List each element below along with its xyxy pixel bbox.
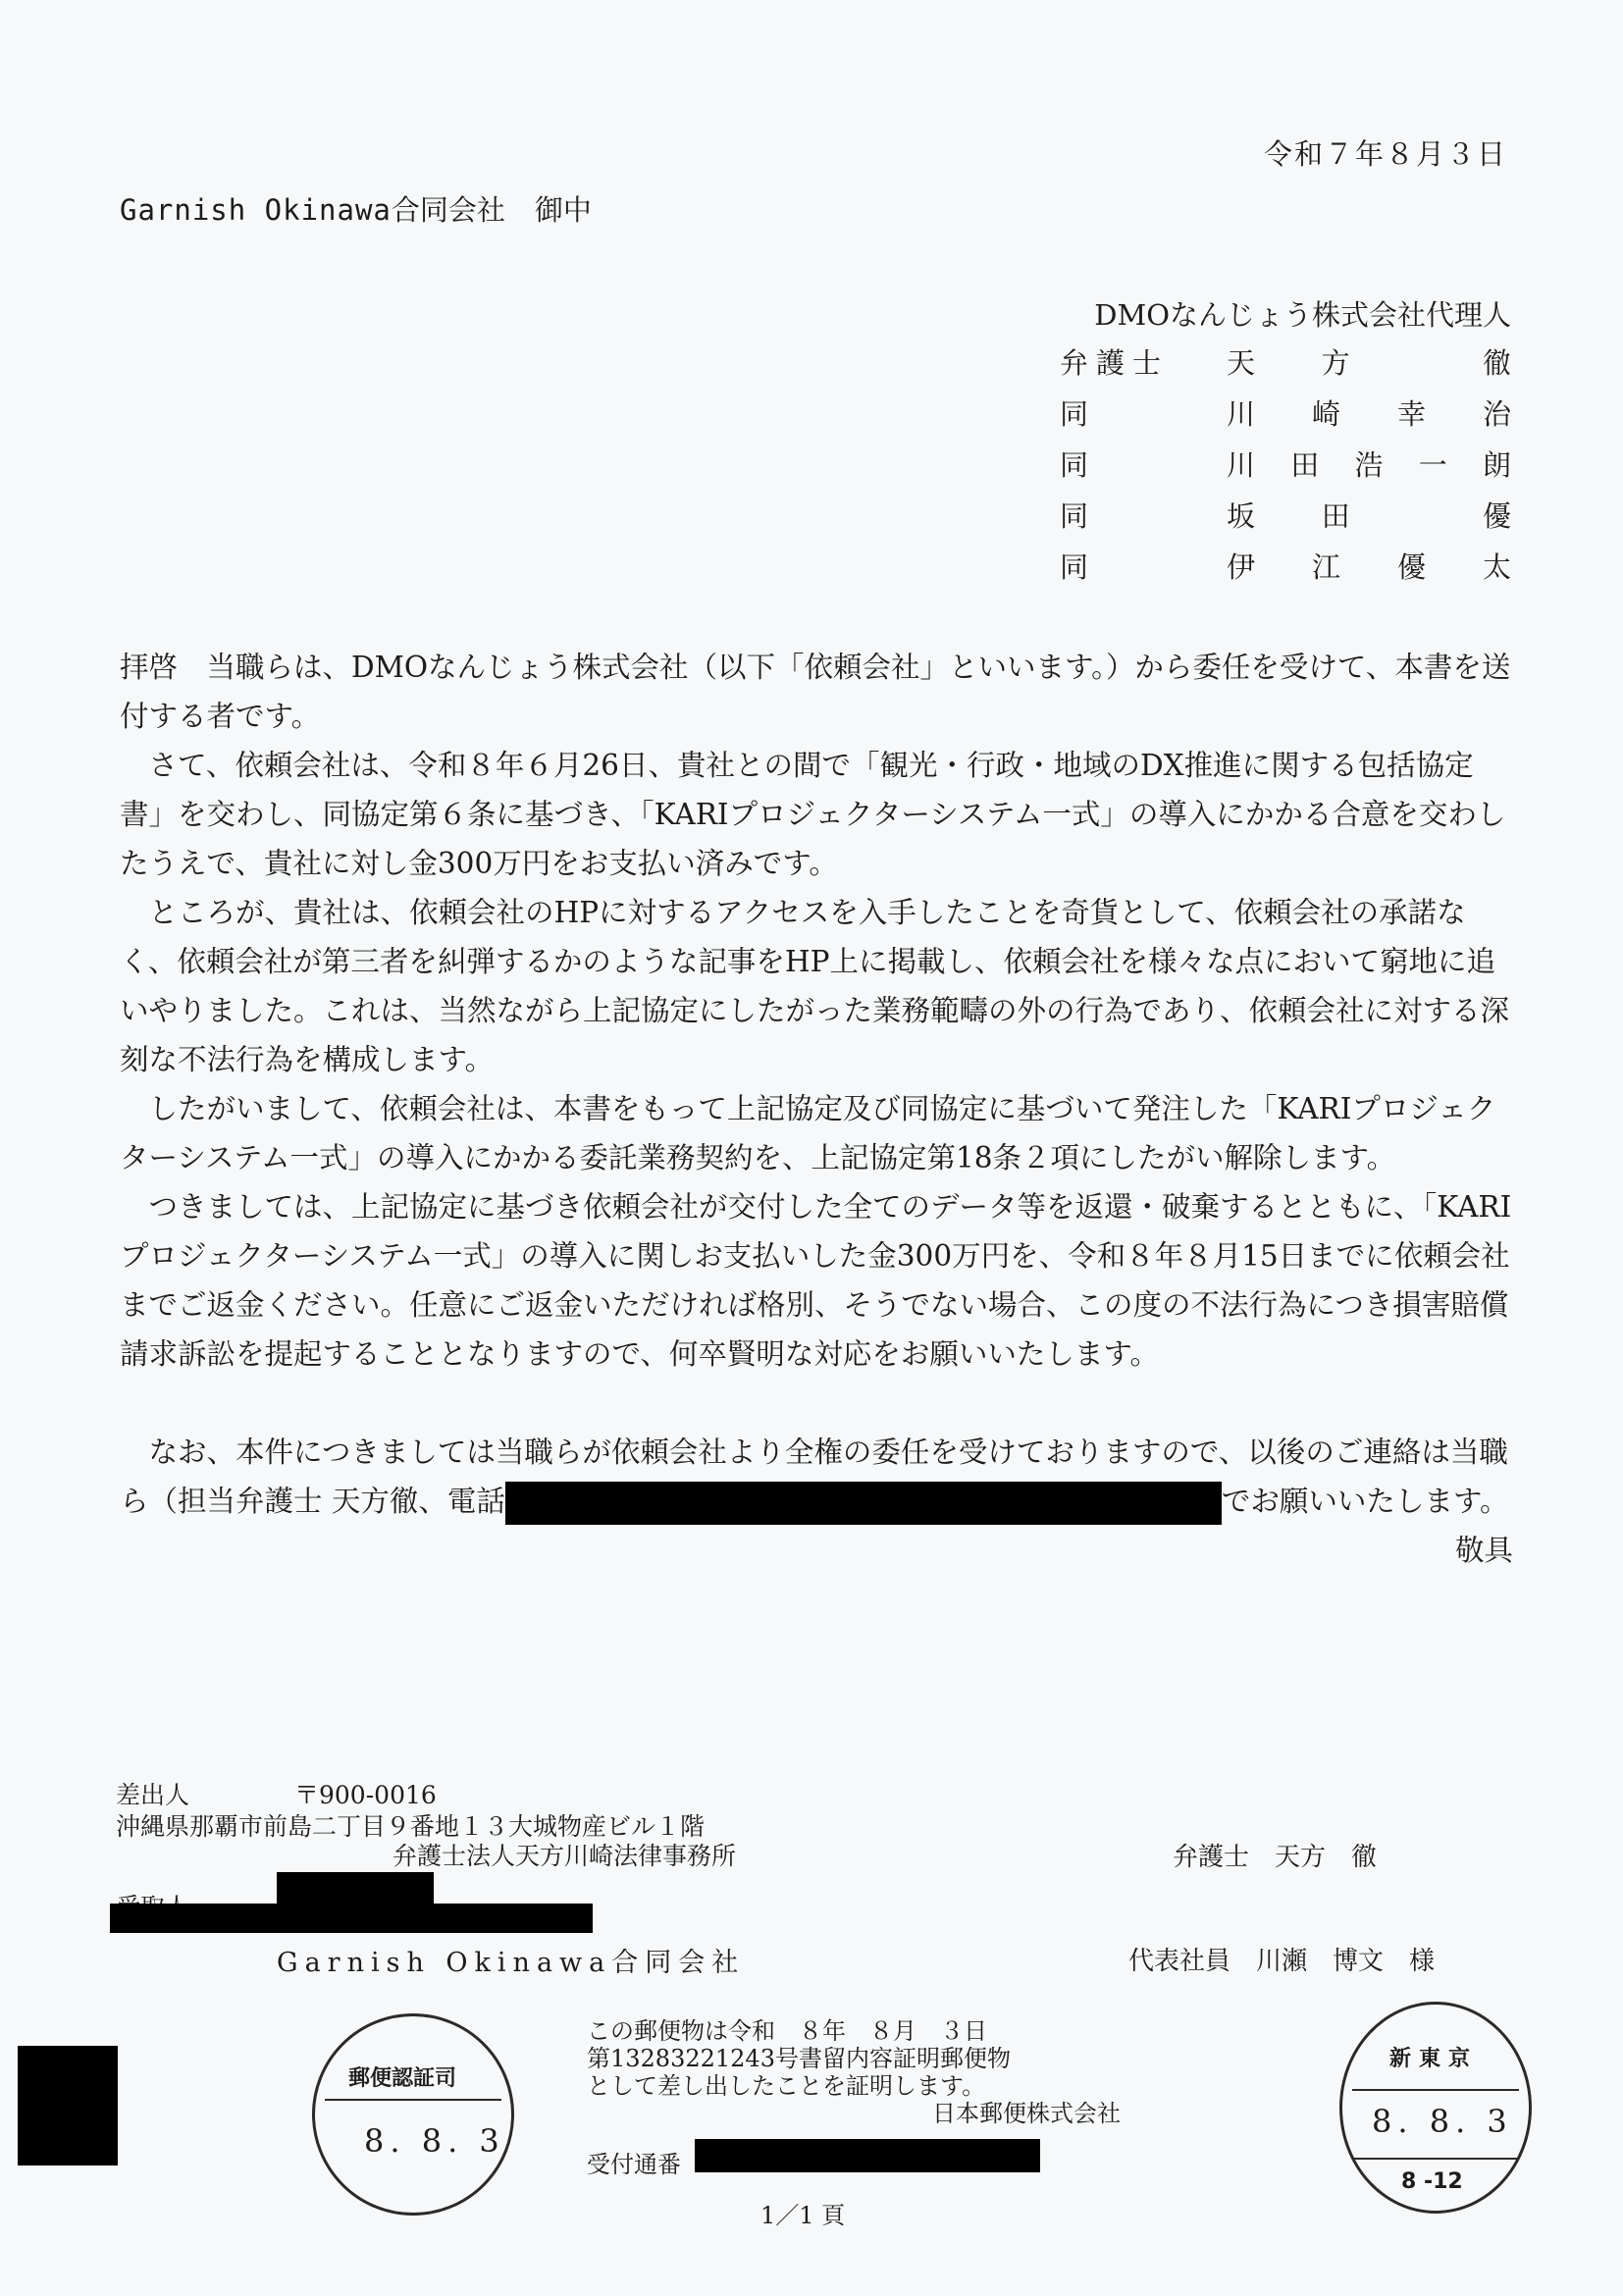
paragraph-gap [120, 1379, 1513, 1428]
agent-name-char: 徹 [1482, 346, 1511, 380]
agent-row [1021, 542, 1511, 593]
agent-row [1021, 440, 1511, 491]
agent-name-char: 伊 [1227, 550, 1256, 584]
agent-role: 同 [1060, 448, 1097, 482]
agent-name-char: 浩 [1354, 448, 1384, 482]
agent-name [1227, 440, 1511, 491]
agent-name-char: 崎 [1311, 397, 1340, 431]
redaction-bar [505, 1482, 1222, 1525]
agent-row [1021, 389, 1511, 440]
agent-role: 同 [1060, 397, 1097, 431]
agent-name-char: 田 [1321, 499, 1350, 533]
agent-name-char: 川 [1227, 448, 1256, 482]
body-paragraph: つきましては、上記協定に基づき依頼会社が交付した全てのデータ等を返還・破棄するとともに、「KARIプロジェクターシステム一式」の導入に関しお支払いした金300万円を、令和８年８月15日までに依頼会社までご返金ください。任意にご返金いただければ格別、そうでない場合、この度の不法行為につき損害賠償請求訴訟を提起することとなりますので、何卒賢明な対応をお願いいたします。 [120, 1190, 1512, 1371]
certification-line: この郵便物は令和 ８年 ８月 ３日 [587, 2017, 987, 2045]
redaction-bar [110, 1904, 593, 1933]
addressee-honorific: 御中 [534, 193, 592, 227]
stamp-divider [1352, 2158, 1519, 2160]
recipient-representative: 代表社員 川瀬 博文 様 [1128, 1947, 1436, 1976]
agent-name-char: 坂 [1227, 499, 1256, 533]
agent-name [1227, 491, 1511, 542]
certification-line: 第13283221243号書留内容証明郵便物 [587, 2045, 1011, 2072]
addressee-company: Garnish Okinawa [120, 193, 392, 227]
agent-name [1227, 542, 1511, 593]
letter-body [120, 643, 1513, 1575]
sender-label: 差出人 [116, 1781, 190, 1809]
agent-name-char: 治 [1482, 397, 1511, 431]
sender-office: 弁護士法人天方川崎法律事務所 [393, 1842, 737, 1870]
agent-name-char: 優 [1396, 550, 1426, 584]
agent-name-char: 朗 [1482, 448, 1511, 482]
redaction-bar [695, 2139, 1040, 2172]
stamp-title: 郵便認証司 [348, 2066, 457, 2091]
receipt-label: 受付通番 [587, 2151, 681, 2178]
agent-name-char: 優 [1482, 499, 1511, 533]
agent-name [1227, 338, 1511, 389]
body-paragraph: さて、依頼会社は、令和８年６月26日、貴社との間で「観光・行政・地域のDX推進に関する包括協定書」を交わし、同協定第６条に基づき、「KARIプロジェクターシステム一式」の導入にかかる合意を交わしたうえで、貴社に対し金300万円をお支払い済みです。 [120, 749, 1506, 880]
sender-postal-code: 〒900-0016 [294, 1781, 437, 1809]
body-paragraph: ところが、貴社は、依頼会社のHPに対するアクセスを入手したことを奇貨として、依頼会社の承諾なく、依頼会社が第三者を糾弾するかのような記事をHP上に掲載し、依頼会社を様々な点において窮地に追いやりました。これは、当然ながら上記協定にしたがった業務範疇の外の行為であり、依頼会社に対する深刻な不法行為を構成します。 [120, 896, 1510, 1076]
addressee [120, 188, 592, 229]
agent-name-char: 川 [1227, 397, 1256, 431]
post-office-date-stamp [1339, 2002, 1532, 2214]
sender-address: 沖縄県那覇市前島二丁目９番地１３大城物産ビル１階 [116, 1812, 706, 1841]
agent-title: DMOなんじょう株式会社代理人 [1094, 298, 1511, 332]
letter-date: 令和７年８月３日 [1263, 137, 1507, 171]
addressee-company-suffix: 合同会社 [391, 193, 505, 227]
postal-certifier-stamp [312, 2013, 514, 2216]
agent-name-char: 田 [1290, 448, 1320, 482]
agent-name-char: 方 [1321, 346, 1350, 380]
certification-company: 日本郵便株式会社 [932, 2100, 1121, 2127]
stamp-date: 8. 8. 3 [1372, 2103, 1513, 2140]
agent-row [1021, 491, 1511, 542]
redaction-bar [18, 2046, 118, 2166]
body-paragraph: 拝啓 当職らは、DMOなんじょう株式会社（以下「依頼会社」といいます。）から委任を受けて、本書を送付する者です。 [120, 651, 1511, 733]
stamp-code: 8 -12 [1401, 2169, 1463, 2194]
redaction-bar [277, 1872, 434, 1905]
agent-role: 同 [1060, 499, 1097, 533]
stamp-date: 8. 8. 3 [364, 2122, 505, 2160]
agent-name-char: 幸 [1396, 397, 1426, 431]
certification-line: として差し出したことを証明します。 [587, 2072, 986, 2100]
contact-text: なお、本件につきましては当職らが依頼会社より全権の委任を受けておりますので、以後のご連絡は当職ら（担当弁護士 天方徹、電話 [120, 1435, 1508, 1518]
page-number: 1／1 頁 [760, 2202, 846, 2229]
sender-lawyer: 弁護士 天方 徹 [1173, 1843, 1378, 1872]
agent-name-char: 太 [1482, 550, 1511, 584]
agent-block [1021, 292, 1511, 593]
agent-row [1021, 338, 1511, 389]
agent-role: 同 [1060, 550, 1097, 584]
agent-role: 弁護士 [1060, 346, 1170, 380]
closing-word: 敬具 [1454, 1534, 1513, 1567]
agent-name-char: 江 [1311, 550, 1340, 584]
stamp-title: 新東京 [1389, 2047, 1479, 2071]
body-paragraph: したがいまして、依頼会社は、本書をもって上記協定及び同協定に基づいて発注した「KARIプロジェクターシステム一式」の導入にかかる委託業務契約を、上記協定第18条２項にしたがい解除します。 [120, 1092, 1496, 1174]
agent-name-char: 天 [1227, 346, 1256, 380]
recipient-name: Garnish Okinawa合同会社 [277, 1948, 746, 1978]
agent-name-char: 一 [1418, 448, 1447, 482]
stamp-divider [1352, 2089, 1519, 2091]
agent-name [1227, 389, 1511, 440]
body-paragraph [120, 1428, 1513, 1526]
stamp-divider [325, 2099, 501, 2101]
contact-text-end: でお願いいたします。 [1221, 1485, 1509, 1518]
